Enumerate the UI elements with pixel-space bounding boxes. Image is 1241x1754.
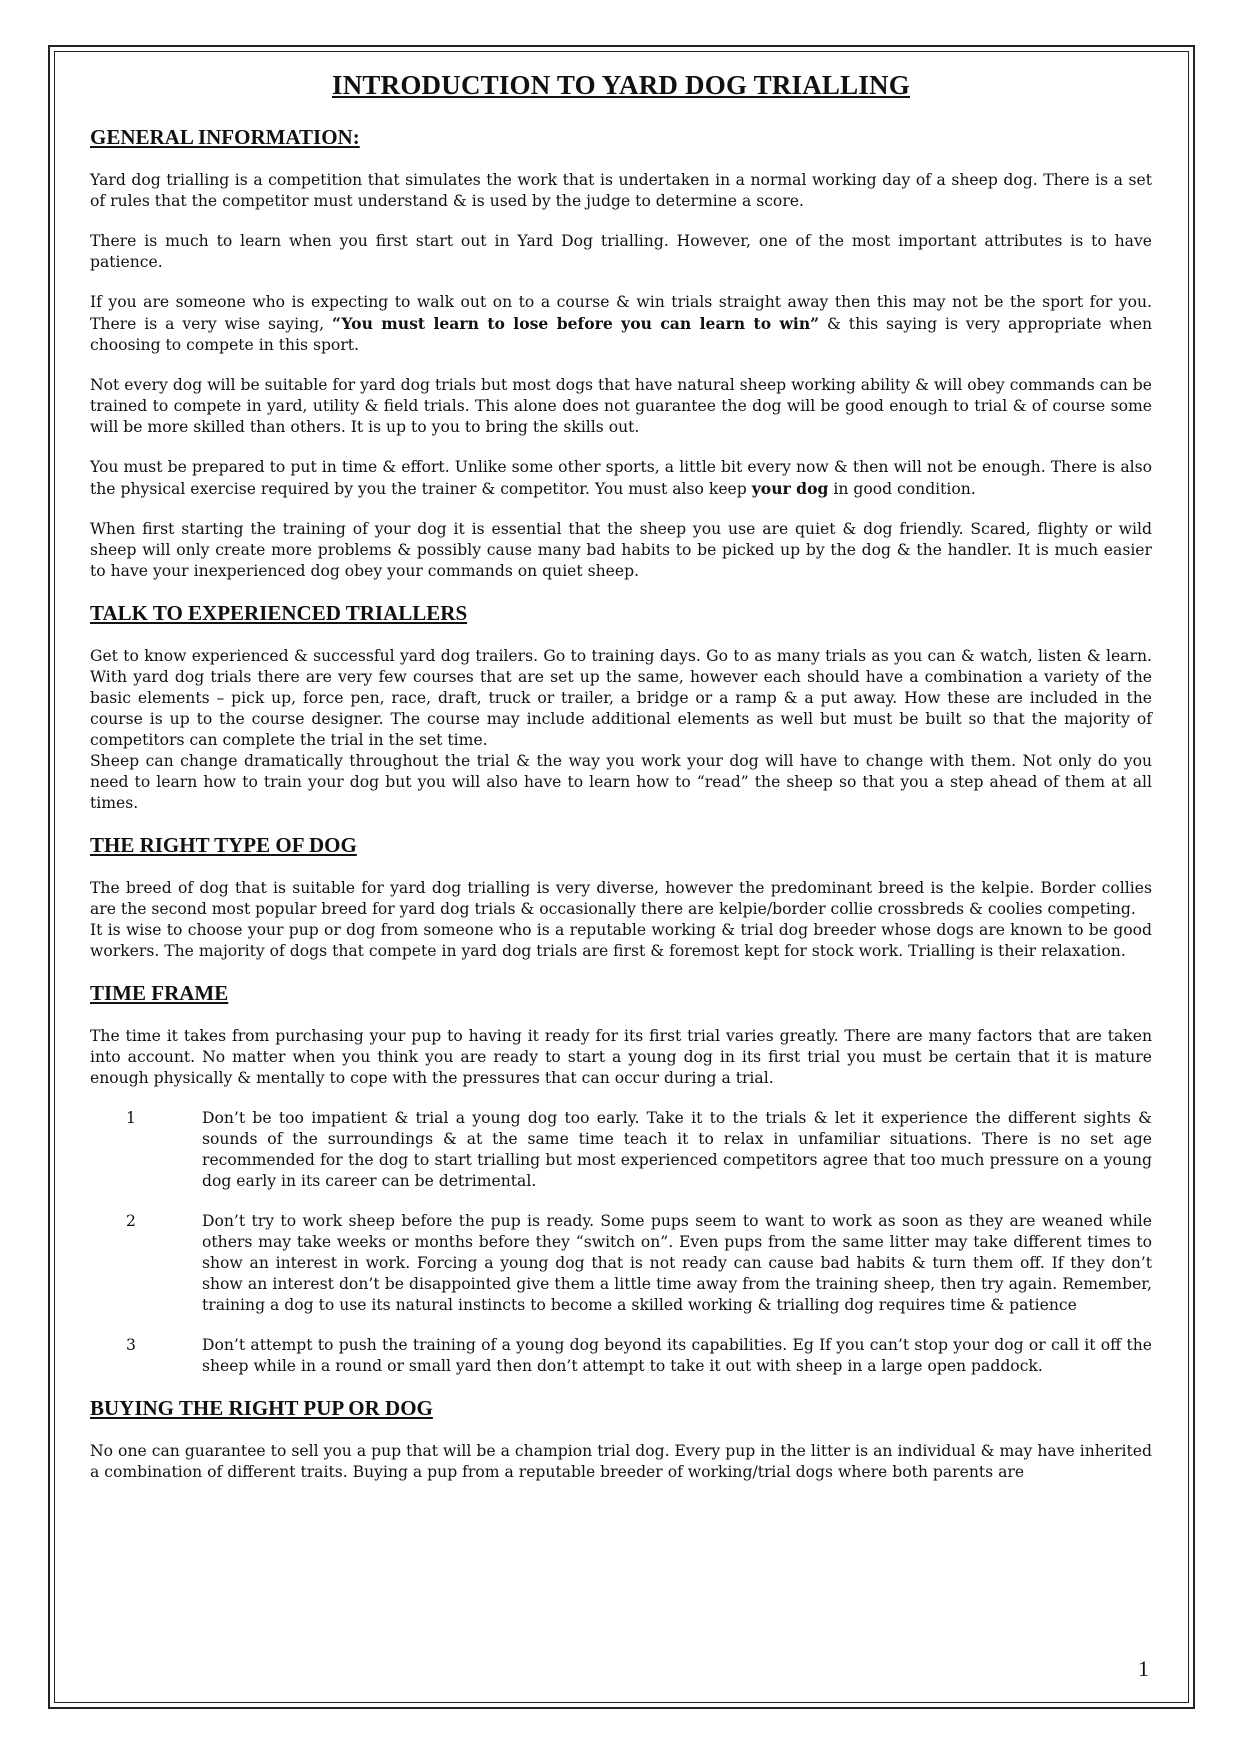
numbered-item — [90, 1211, 1152, 1316]
item-number: 2 — [126, 1212, 136, 1230]
paragraph — [90, 292, 1152, 356]
text-run: in good condition. — [828, 480, 976, 498]
document-title: INTRODUCTION TO YARD DOG TRIALLING — [332, 70, 910, 100]
paragraph: Not every dog will be suitable for yard dog trials but most dogs that have natural sheep working ability & will obey commands can be trained to compete in yard, utility & field trials. This alone does not guarantee the dog will be good enough to trial & of course some will be more skilled than others. It is up to you to bring the skills out. — [90, 376, 1152, 436]
heading-right-type-of-dog: THE RIGHT TYPE OF DOG — [90, 833, 357, 857]
paragraph: There is much to learn when you first start out in Yard Dog trialling. However, one of the most important attributes is to have patience. — [90, 232, 1152, 271]
item-text: Don’t try to work sheep before the pup is ready. Some pups seem to want to work as soon as they are weaned while others may take weeks or months before they “switch on”. Even pups from the same litter may take different times to show an interest in work. Forcing a young dog that is not ready can cause bad habits & turn them off. If they don’t show an interest don’t be disappointed give them a little time away from the training sheep, then try again. Remember, training a dog to use its natural instincts to become a skilled working & trialling dog requires time & patience — [202, 1212, 1152, 1314]
item-number: 3 — [126, 1336, 136, 1354]
paragraph: The time it takes from purchasing your pup to having it ready for its first trial varies greatly. There are many factors that are taken into account. No matter when you think you are ready to start a young dog in its first trial you must be certain that it is mature enough physically & mentally to cope with the pressures that can occur during a trial. — [90, 1027, 1152, 1087]
paragraph — [90, 457, 1152, 500]
item-text: Don’t be too impatient & trial a young dog too early. Take it to the trials & let it experience the different sights & sounds of the surroundings & at the same time teach it to relax in unfamiliar situations. There is no set age recommended for the dog to start trialling but most experienced competitors agree that too much pressure on a young dog early in its career can be detrimental. — [202, 1109, 1152, 1190]
emphasis-bold: your dog — [751, 479, 829, 498]
paragraph: When first starting the training of your dog it is essential that the sheep you use are quiet & dog friendly. Scared, flighty or wild sheep will only create more problems & possibly cause many bad habits to be picked up by the dog & the handler. It is much easier to have your inexperienced dog obey your commands on quiet sheep. — [90, 520, 1152, 580]
paragraph: It is wise to choose your pup or dog from someone who is a reputable working & trial dog breeder whose dogs are known to be good workers. The majority of dogs that compete in yard dog trials are first & foremost kept for stock work. Trialling is their relaxation. — [90, 921, 1152, 960]
text-run: You must be prepared to put in time & effort. Unlike some other sports, a little bit every now & then will not be enough. There is also the physical exercise required by you the trainer & competitor. You must also keep — [90, 458, 1152, 498]
text-run: & this saying is very appropriate when choosing to compete in this sport. — [90, 315, 1152, 354]
heading-talk-to-experienced-triallers: TALK TO EXPERIENCED TRIALLERS — [90, 601, 468, 625]
text-run: If you are someone who is expecting to walk out on to a course & win trials straight away then this may not be the sport for you. There is a very wise saying, — [90, 293, 1152, 333]
paragraph: Sheep can change dramatically throughout the trial & the way you work your dog will have to change with them. Not only do you need to learn how to train your dog but you will also have to learn how to “read” the sheep so that you a step ahead of them at all times. — [90, 752, 1152, 812]
quote-bold: “You must learn to lose before you can learn to win” — [331, 314, 820, 333]
heading-time-frame: TIME FRAME — [90, 981, 229, 1005]
paragraph: Yard dog trialling is a competition that simulates the work that is undertaken in a normal working day of a sheep dog. There is a set of rules that the competitor must understand & is used by the judge to determine a score. — [90, 171, 1152, 210]
document-body — [90, 70, 1152, 1502]
paragraph: The breed of dog that is suitable for yard dog trialling is very diverse, however the predominant breed is the kelpie. Border collies are the second most popular breed for yard dog trials & occasionally there are kelpie/border collie crossbreds & coolies competing. — [90, 879, 1152, 918]
item-text: Don’t attempt to push the training of a young dog beyond its capabilities. Eg If you can’t stop your dog or call it off the sheep while in a round or small yard then don’t attempt to take it out with sheep in a large open paddock. — [202, 1336, 1152, 1375]
heading-general-information: GENERAL INFORMATION: — [90, 125, 360, 149]
heading-buying-right-pup: BUYING THE RIGHT PUP OR DOG — [90, 1396, 433, 1420]
item-number: 1 — [126, 1109, 136, 1127]
numbered-item — [90, 1108, 1152, 1192]
paragraph: Get to know experienced & successful yard dog trailers. Go to training days. Go to as many trials as you can & watch, listen & learn. With yard dog trials there are very few courses that are set up the same, however each should have a combination a variety of the basic elements – pick up, force pen, race, draft, truck or trailer, a bridge or a ramp & a put away. How these are included in the course is up to the course designer. The course may include additional elements as well but must be built so that the majority of competitors can complete the trial in the set time. — [90, 647, 1152, 749]
numbered-item — [90, 1335, 1152, 1377]
page-number: 1 — [1138, 1656, 1149, 1681]
paragraph: No one can guarantee to sell you a pup that will be a champion trial dog. Every pup in the litter is an individual & may have inherited a combination of different traits. Buying a pup from a reputable breeder of working/trial dogs where both parents are — [90, 1442, 1152, 1481]
